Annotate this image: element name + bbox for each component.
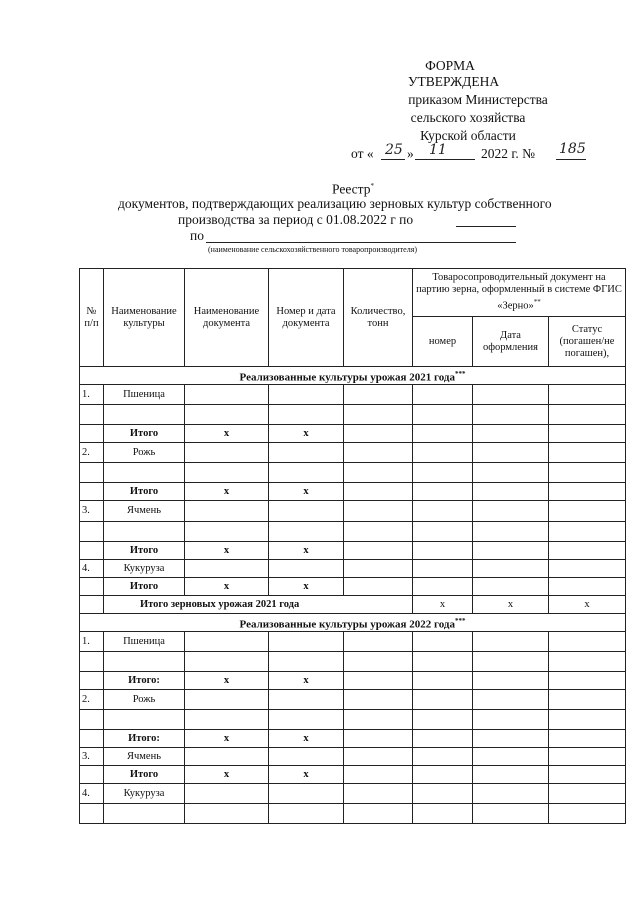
- date-day: 25: [385, 142, 403, 158]
- producer-caption: (наименование сельскохозяйственного товаропроизводителя): [208, 245, 418, 254]
- ministry-line: сельского хозяйства: [410, 110, 526, 125]
- total-row: Итого: х х: [80, 672, 626, 690]
- table-row: 1. Пшеница: [80, 632, 626, 652]
- table-row: [80, 804, 626, 824]
- table-row: 2. Рожь: [80, 443, 626, 463]
- col-header-qty: Количество, тонн: [344, 269, 413, 367]
- approved-label: УТВЕРЖДЕНА: [408, 74, 500, 89]
- title-line-2: производства за период с 01.08.2022 г по: [178, 212, 414, 227]
- row-num: 1.: [80, 385, 104, 405]
- registry-word: Реестр: [332, 181, 371, 197]
- col-header-fgis-status: Статус (погашен/не погашен),: [549, 317, 626, 367]
- table-row: [80, 522, 626, 542]
- date-year: 2022 г. №: [481, 146, 536, 161]
- order-number: 185: [559, 141, 586, 157]
- total-row: Итого: х х: [80, 730, 626, 748]
- table-row: [80, 385, 626, 405]
- table-row: 4. Кукуруза: [80, 560, 626, 578]
- col-header-fgis-date: Дата оформления: [473, 317, 549, 367]
- table-row: [80, 405, 626, 425]
- table-row: 2. Рожь: [80, 690, 626, 710]
- order-date-line: [351, 141, 611, 164]
- title-line-1: документов, подтверждающих реализацию зерновых культур собственного: [118, 196, 552, 211]
- section-header-2021: Реализованные культуры урожая 2021 года***: [80, 367, 626, 385]
- registry-title: [332, 178, 374, 198]
- row-crop: Пшеница: [104, 385, 185, 405]
- col-header-doc-name: Наименование документа: [185, 269, 269, 367]
- registry-footnote-mark: *: [370, 182, 374, 190]
- order-by-line: приказом Министерства: [408, 92, 548, 107]
- col-header-crop: Наименование культуры: [104, 269, 185, 367]
- table-row: [80, 710, 626, 730]
- col-header-fgis-group: Товаросопроводительный документ на партию зерна, оформленный в системе ФГИС «Зерно»**: [413, 269, 626, 317]
- section-header-2022: Реализованные культуры урожая 2022 года***: [80, 614, 626, 632]
- table-row: [80, 652, 626, 672]
- date-prefix: от «: [351, 146, 374, 161]
- registry-table: [79, 268, 626, 824]
- title-by: по: [190, 228, 204, 243]
- total-row: Итого х х: [80, 483, 626, 501]
- date-mid: »: [407, 146, 414, 161]
- fgis-footnote-mark: **: [533, 298, 541, 307]
- total-row: Итого х х: [80, 578, 626, 596]
- table-row: [80, 463, 626, 483]
- total-row: Итого х х: [80, 425, 626, 443]
- col-header-doc-num: Номер и дата документа: [269, 269, 344, 367]
- total-row: Итого х х: [80, 766, 626, 784]
- col-header-num: № п/п: [80, 269, 104, 367]
- form-label: ФОРМА: [425, 58, 475, 73]
- date-month: 11: [429, 142, 447, 158]
- table-row: 3. Ячмень: [80, 501, 626, 522]
- table-row: 3. Ячмень: [80, 748, 626, 766]
- region-line: Курской области: [420, 128, 516, 143]
- col-header-fgis-num: номер: [413, 317, 473, 367]
- total-row: Итого х х: [80, 542, 626, 560]
- grand-total-row-2021: Итого зерновых урожая 2021 года х х х: [80, 596, 626, 614]
- table-row: 4. Кукуруза: [80, 784, 626, 804]
